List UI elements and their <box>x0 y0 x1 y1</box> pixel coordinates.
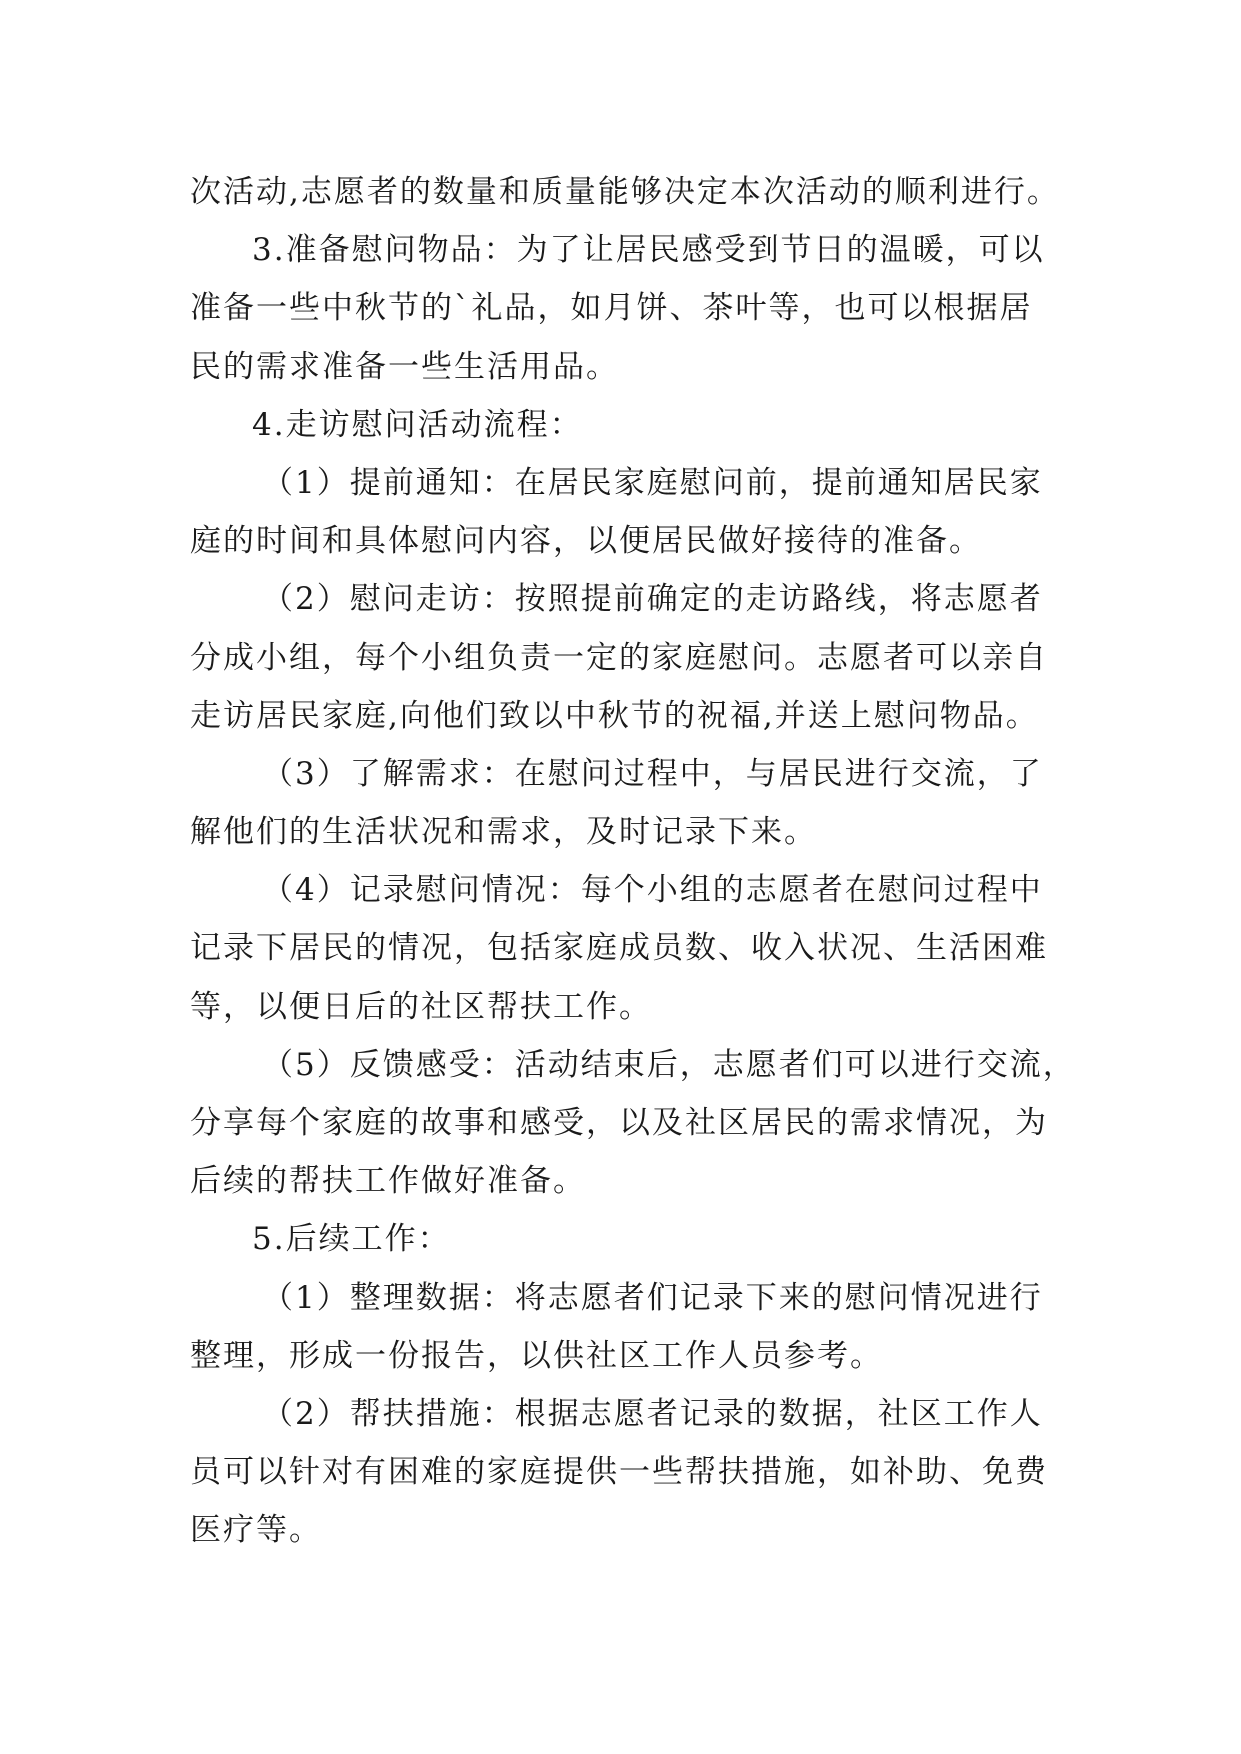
text-line: 3.准备慰问物品：为了让居民感受到节日的温暖，可以 <box>252 232 1045 269</box>
text-line: 员可以针对有困难的家庭提供一些帮扶措施，如补助、免费 <box>190 1454 1048 1491</box>
text-line: 整理，形成一份报告，以供社区工作人员参考。 <box>190 1337 883 1374</box>
text-line: 分成小组，每个小组负责一定的家庭慰问。志愿者可以亲自 <box>190 639 1048 676</box>
text-line: 记录下居民的情况，包括家庭成员数、收入状况、生活困难 <box>190 930 1048 967</box>
text-line: 等，以便日后的社区帮扶工作。 <box>190 988 652 1025</box>
text-line: 分享每个家庭的故事和感受，以及社区居民的需求情况，为 <box>190 1105 1048 1141</box>
text-line: （2）帮扶措施：根据志愿者记录的数据，社区工作人 <box>262 1395 1043 1432</box>
text-line: （2）慰问走访：按照提前确定的走访路线，将志愿者 <box>262 581 1043 618</box>
text-line: 解他们的生活状况和需求，及时记录下来。 <box>190 814 817 851</box>
text-line: 后续的帮扶工作做好准备。 <box>190 1163 586 1200</box>
text-line: （1）整理数据：将志愿者们记录下来的慰问情况进行 <box>262 1279 1043 1316</box>
text-line: 民的需求准备一些生活用品。 <box>190 348 619 385</box>
text-line: （4）记录慰问情况：每个小组的志愿者在慰问过程中 <box>262 872 1043 909</box>
text-line: 准备一些中秋节的`礼品，如月饼、茶叶等，也可以根据居 <box>190 290 1033 327</box>
section-heading: 4.走访慰问活动流程： <box>252 406 583 443</box>
text-line: （5）反馈感受：活动结束后，志愿者们可以进行交流， <box>262 1046 1076 1083</box>
section-heading: 5.后续工作： <box>252 1221 451 1258</box>
text-line: （3）了解需求：在慰问过程中，与居民进行交流，了 <box>262 755 1043 792</box>
text-line: 医疗等。 <box>190 1512 322 1549</box>
text-line: 庭的时间和具体慰问内容，以便居民做好接待的准备。 <box>190 523 982 560</box>
document-body <box>190 163 1076 1560</box>
text-line: 走访居民家庭,向他们致以中秋节的祝福,并送上慰问物品。 <box>190 697 1039 734</box>
text-line: （1）提前通知：在居民家庭慰问前，提前通知居民家 <box>262 464 1043 501</box>
text-line: 次活动,志愿者的数量和质量能够决定本次活动的顺利进行。 <box>190 174 1060 210</box>
